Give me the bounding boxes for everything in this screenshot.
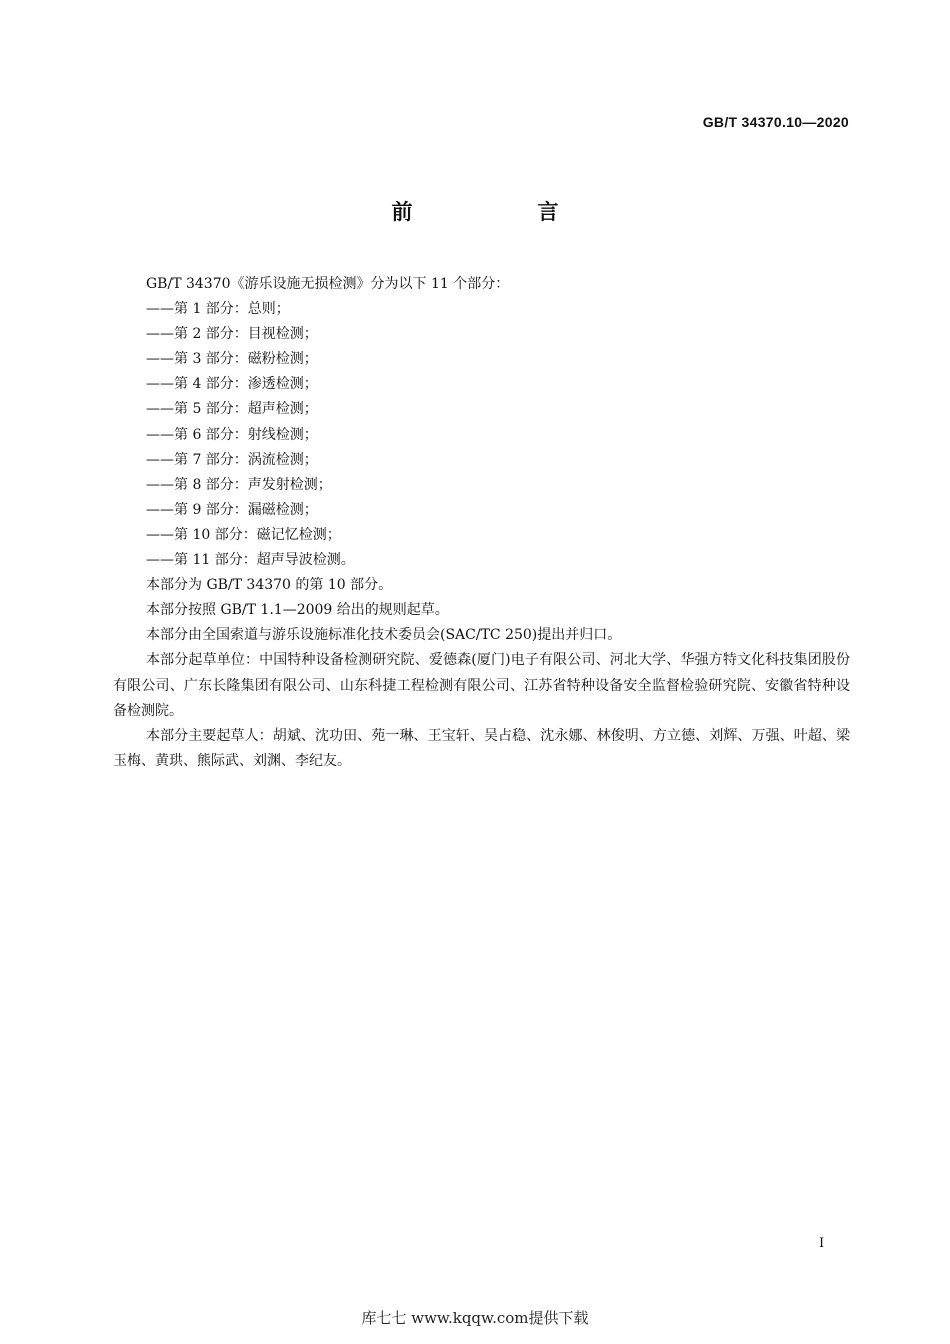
page-number: I	[819, 1236, 825, 1251]
part-item: ——第 6 部分：射线检测；	[146, 426, 318, 443]
part-item: ——第 9 部分：漏磁检测；	[146, 501, 318, 518]
part-item: ——第 1 部分：总则；	[146, 301, 290, 318]
standard-code: GB/T 34370.10—2020	[702, 114, 849, 130]
part-item: ——第 4 部分：渗透检测；	[146, 376, 318, 393]
footer-watermark: 库七七 www.kqqw.com提供下载	[361, 1309, 589, 1327]
part-item: ——第 8 部分：声发射检测；	[146, 476, 332, 493]
part-item: ——第 2 部分：目视检测；	[146, 326, 318, 343]
page-title: 前 言	[391, 200, 611, 224]
body-paragraph: 本部分为 GB/T 34370 的第 10 部分。	[146, 577, 393, 594]
drafting-units-paragraph: 本部分起草单位：中国特种设备检测研究院、爱德森(厦门)电子有限公司、河北大学、华强方特文化科技集团股份有限公司、广东长隆集团有限公司、山东科捷工程检测有限公司、江苏省特种设备安全监督检验研究院、安徽省特种设备检测院。	[113, 652, 850, 719]
intro-paragraph: GB/T 34370《游乐设施无损检测》分为以下 11 个部分：	[146, 276, 510, 292]
body-paragraph: 本部分由全国索道与游乐设施标准化技术委员会(SAC/TC 250)提出并归口。	[146, 627, 622, 644]
part-item: ——第 11 部分：超声导波检测。	[146, 552, 355, 569]
document-body	[113, 272, 850, 774]
part-item: ——第 3 部分：磁粉检测；	[146, 351, 318, 368]
drafters-paragraph: 本部分主要起草人：胡斌、沈功田、苑一琳、王宝轩、吴占稳、沈永娜、林俊明、方立德、刘辉、万强、叶超、梁玉梅、黄珙、熊际武、刘渊、李纪友。	[113, 727, 850, 769]
body-paragraph: 本部分按照 GB/T 1.1—2009 给出的规则起草。	[146, 602, 449, 619]
part-item: ——第 10 部分：磁记忆检测；	[146, 526, 341, 543]
part-item: ——第 7 部分：涡流检测；	[146, 451, 318, 468]
part-item: ——第 5 部分：超声检测；	[146, 401, 318, 418]
